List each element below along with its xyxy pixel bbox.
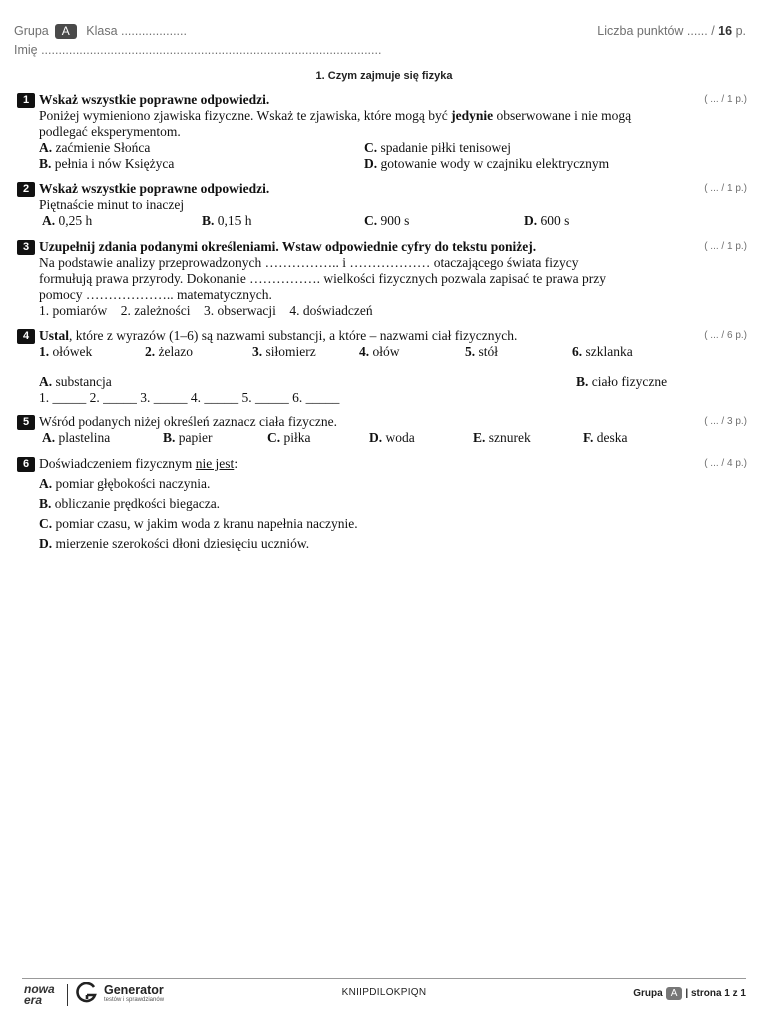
- option-c[interactable]: C. 900 s: [364, 213, 410, 228]
- task-instruction: Doświadczeniem fizycznym nie jest:: [39, 456, 239, 471]
- task-text-line2: podlegać eksperymentom.: [39, 124, 181, 139]
- option-d[interactable]: D. mierzenie szerokości dłoni dziesięciu uczniów.: [39, 536, 310, 551]
- answer-blanks[interactable]: 1. _____ 2. _____ 3. _____ 4. _____ 5. _____ 6. _____: [39, 390, 340, 405]
- task-text-line: pomocy ……………….. matematycznych.: [39, 287, 272, 302]
- option-b[interactable]: B. papier: [163, 430, 213, 445]
- task-points: ( ... / 4 p.): [704, 458, 747, 469]
- task-1: [17, 92, 747, 172]
- category-b: B. ciało fizyczne: [576, 374, 668, 389]
- task-points: ( ... / 1 p.): [704, 183, 747, 194]
- option-d[interactable]: D. woda: [369, 430, 415, 445]
- word-3: 3. siłomierz: [252, 344, 316, 359]
- nowa-era-logo: nowa era: [24, 982, 55, 1007]
- task-number: 6: [17, 457, 35, 472]
- task-3: [17, 239, 747, 319]
- option-b[interactable]: B. 0,15 h: [202, 213, 252, 228]
- option-a[interactable]: A. pomiar głębokości naczynia.: [39, 476, 211, 491]
- generator-logo-text: Generator: [104, 983, 164, 997]
- option-c[interactable]: C. spadanie piłki tenisowej: [364, 140, 511, 155]
- option-b[interactable]: B. obliczanie prędkości biegacza.: [39, 496, 221, 511]
- task-5: [17, 414, 747, 446]
- task-instruction: Uzupełnij zdania podanymi określeniami. Wstaw odpowiednie cyfry do tekstu poniżej.: [39, 239, 537, 254]
- task-points: ( ... / 1 p.): [704, 94, 747, 105]
- task-text-line: formułują prawa przyrody. Dokonanie ……………. wielkości fizycznych pozwala zapisać te prawa przy: [39, 271, 607, 286]
- task-6: [17, 456, 747, 556]
- option-a[interactable]: A. plastelina: [42, 430, 111, 445]
- option-f[interactable]: F. deska: [583, 430, 628, 445]
- points-total: 16: [718, 24, 733, 38]
- task-instruction: Ustal, które z wyrazów (1–6) są nazwami substancji, a które – nazwami ciał fizycznych.: [39, 328, 518, 343]
- option-d[interactable]: D. 600 s: [524, 213, 570, 228]
- option-c[interactable]: C. pomiar czasu, w jakim woda z kranu napełnia naczynie.: [39, 516, 358, 531]
- name-label: Imię ..................................................................................................: [14, 43, 382, 57]
- task-points: ( ... / 1 p.): [704, 241, 747, 252]
- task-number: 1: [17, 93, 35, 108]
- task-instruction: Wskaż wszystkie poprawne odpowiedzi.: [39, 92, 270, 107]
- footer: [22, 980, 746, 1010]
- task-points: ( ... / 6 p.): [704, 330, 747, 341]
- class-label: Klasa ...................: [86, 24, 187, 38]
- option-c[interactable]: C. piłka: [267, 430, 311, 445]
- task-number: 4: [17, 329, 35, 344]
- group-label: Grupa: [14, 24, 49, 38]
- word-1: 1. ołówek: [39, 344, 93, 359]
- option-a[interactable]: A. zaćmienie Słońca: [39, 140, 151, 155]
- task-text: Piętnaście minut to inaczej: [39, 197, 185, 212]
- points-summary: Liczba punktów ...... / 16 p.: [597, 24, 746, 38]
- word-4: 4. ołów: [359, 344, 400, 359]
- footer-group-badge: A: [666, 987, 683, 1000]
- document-code: KNIIPDILOKPIQN: [341, 987, 427, 998]
- task-choices: 1. pomiarów 2. zależności 3. obserwacji 4. doświadczeń: [39, 303, 373, 318]
- task-text: Poniżej wymieniono zjawiska fizyczne. Wskaż te zjawiska, które mogą być jedynie obserwowane i nie mogą: [39, 108, 632, 123]
- footer-divider: [22, 978, 746, 979]
- name-row: [14, 43, 746, 61]
- task-text-line: Na podstawie analizy przeprowadzonych …………….. i ……………… otaczającego świata fizycy: [39, 255, 579, 270]
- category-a: A. substancja: [39, 374, 112, 389]
- task-points: ( ... / 3 p.): [704, 416, 747, 427]
- option-d[interactable]: D. gotowanie wody w czajniku elektrycznym: [364, 156, 610, 171]
- section-title: 1. Czym zajmuje się fizyka: [315, 70, 453, 82]
- page-info: Grupa A | strona 1 z 1: [633, 988, 746, 999]
- task-instruction: Wśród podanych niżej określeń zaznacz ciała fizyczne.: [39, 414, 337, 429]
- task-number: 5: [17, 415, 35, 430]
- generator-logo-subtitle: testów i sprawdzianów: [104, 997, 165, 1003]
- word-6: 6. szklanka: [572, 344, 633, 359]
- option-b[interactable]: B. pełnia i nów Księżyca: [39, 156, 175, 171]
- task-4: [17, 328, 747, 408]
- task-number: 2: [17, 182, 35, 197]
- header-row: [14, 24, 746, 42]
- task-number: 3: [17, 240, 35, 255]
- option-a[interactable]: A. 0,25 h: [42, 213, 93, 228]
- option-e[interactable]: E. sznurek: [473, 430, 531, 445]
- task-2: [17, 181, 747, 229]
- task-instruction: Wskaż wszystkie poprawne odpowiedzi.: [39, 181, 270, 196]
- word-2: 2. żelazo: [145, 344, 193, 359]
- word-5: 5. stół: [465, 344, 499, 359]
- group-badge: A: [55, 24, 77, 39]
